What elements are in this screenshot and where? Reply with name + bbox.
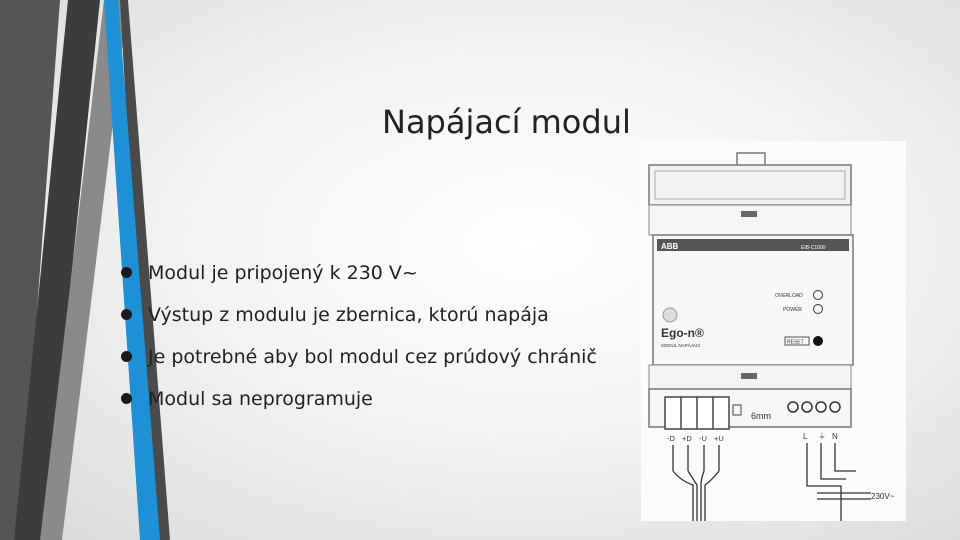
bullet-text: Modul sa neprogramuje: [148, 388, 373, 410]
bullet-text: Je potrebné aby bol modul cez prúdový chránič: [148, 346, 597, 368]
bullet-list: [118, 254, 597, 422]
device-image: [641, 141, 906, 521]
mains-label: N: [832, 432, 838, 441]
overload-led-icon: [814, 291, 823, 300]
ground-icon: ⏚: [818, 432, 826, 441]
bullet-text: Výstup z modulu je zbernica, ktorú napája: [148, 304, 549, 326]
supply-label: 230V~: [871, 492, 895, 501]
mains-label: L: [803, 432, 808, 441]
device-logo: Ego-n®: [661, 326, 704, 340]
reset-button: [813, 336, 823, 346]
overload-label: OVERLOAD: [775, 293, 803, 299]
power-module-drawing: [641, 141, 906, 521]
terminal-label: -U: [699, 434, 707, 443]
bullet-dot-icon: [121, 309, 132, 320]
bullet-dot-icon: [121, 393, 132, 404]
reset-label: RESET: [787, 339, 804, 346]
terminal-label: -D: [667, 434, 675, 443]
terminal-label: +D: [682, 434, 692, 443]
bullet-item: [118, 380, 597, 422]
terminal-label: +U: [714, 434, 724, 443]
device-subtitle: MODUL NAPÁJACÍ: [661, 343, 701, 348]
device-brand: ABB: [661, 242, 679, 251]
bullet-dot-icon: [121, 351, 132, 362]
bullet-item: [118, 296, 597, 338]
device-model: EIB-C1000: [801, 245, 826, 251]
bullet-text: Modul je pripojený k 230 V~: [148, 262, 418, 284]
power-label: POWER: [783, 307, 802, 313]
bullet-item: [118, 254, 597, 296]
power-led-icon: [814, 305, 823, 314]
bullet-dot-icon: [121, 267, 132, 278]
bullet-item: [118, 338, 597, 380]
slide-title: Napájací modul: [382, 103, 631, 141]
dimension-label: 6mm: [751, 411, 771, 421]
